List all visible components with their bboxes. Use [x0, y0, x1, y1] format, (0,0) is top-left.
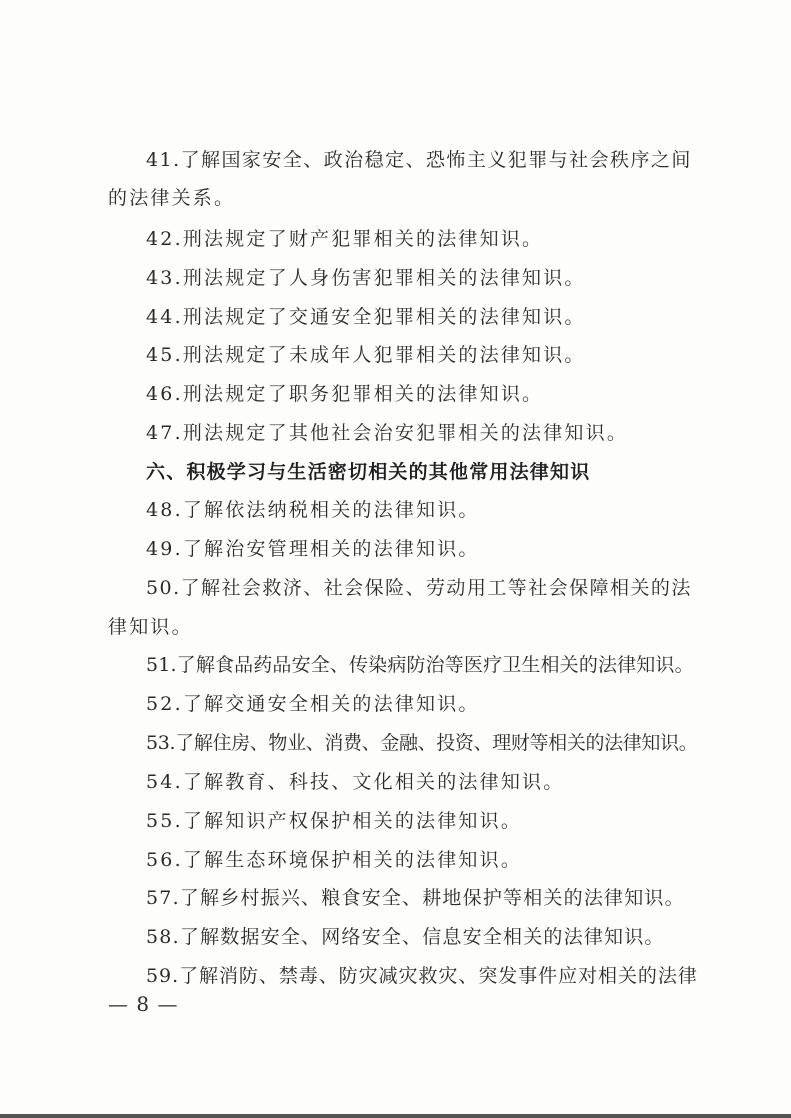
item-50-line-1: 50.了解社会救济、社会保险、劳动用工等社会保障相关的法 — [146, 577, 692, 599]
item-45: 45.刑法规定了未成年人犯罪相关的法律知识。 — [146, 344, 586, 366]
item-51: 51.了解食品药品安全、传染病防治等医疗卫生相关的法律知识。 — [146, 654, 694, 676]
item-59-line-1: 59.了解消防、禁毒、防灾减灾救灾、突发事件应对相关的法律 — [146, 965, 698, 987]
item-46: 46.刑法规定了职务犯罪相关的法律知识。 — [146, 383, 544, 405]
item-56: 56.了解生态环境保护相关的法律知识。 — [146, 849, 523, 871]
bottom-border — [0, 1114, 791, 1118]
page-number: — 8 — — [108, 992, 179, 1016]
section-heading-6: 六、积极学习与生活密切相关的其他常用法律知识 — [146, 461, 591, 483]
item-47: 47.刑法规定了其他社会治安犯罪相关的法律知识。 — [146, 422, 629, 444]
item-50-line-2: 律知识。 — [108, 616, 193, 638]
item-42: 42.刑法规定了财产犯罪相关的法律知识。 — [146, 228, 544, 250]
item-41-line-2: 的法律关系。 — [108, 187, 236, 209]
item-49: 49.了解治安管理相关的法律知识。 — [146, 538, 480, 560]
item-54: 54.了解教育、科技、文化相关的法律知识。 — [146, 771, 565, 793]
item-44: 44.刑法规定了交通安全犯罪相关的法律知识。 — [146, 306, 586, 328]
item-55: 55.了解知识产权保护相关的法律知识。 — [146, 810, 523, 832]
item-48: 48.了解依法纳税相关的法律知识。 — [146, 499, 480, 521]
item-43: 43.刑法规定了人身伤害犯罪相关的法律知识。 — [146, 267, 586, 289]
item-41-line-1: 41.了解国家安全、政治稳定、恐怖主义犯罪与社会秩序之间 — [146, 149, 692, 171]
item-58: 58.了解数据安全、网络安全、信息安全相关的法律知识。 — [146, 926, 665, 948]
item-53: 53.了解住房、物业、消费、金融、投资、理财等相关的法律知识。 — [146, 732, 698, 754]
item-52: 52.了解交通安全相关的法律知识。 — [146, 693, 480, 715]
item-57: 57.了解乡村振兴、粮食安全、耕地保护等相关的法律知识。 — [146, 887, 685, 909]
